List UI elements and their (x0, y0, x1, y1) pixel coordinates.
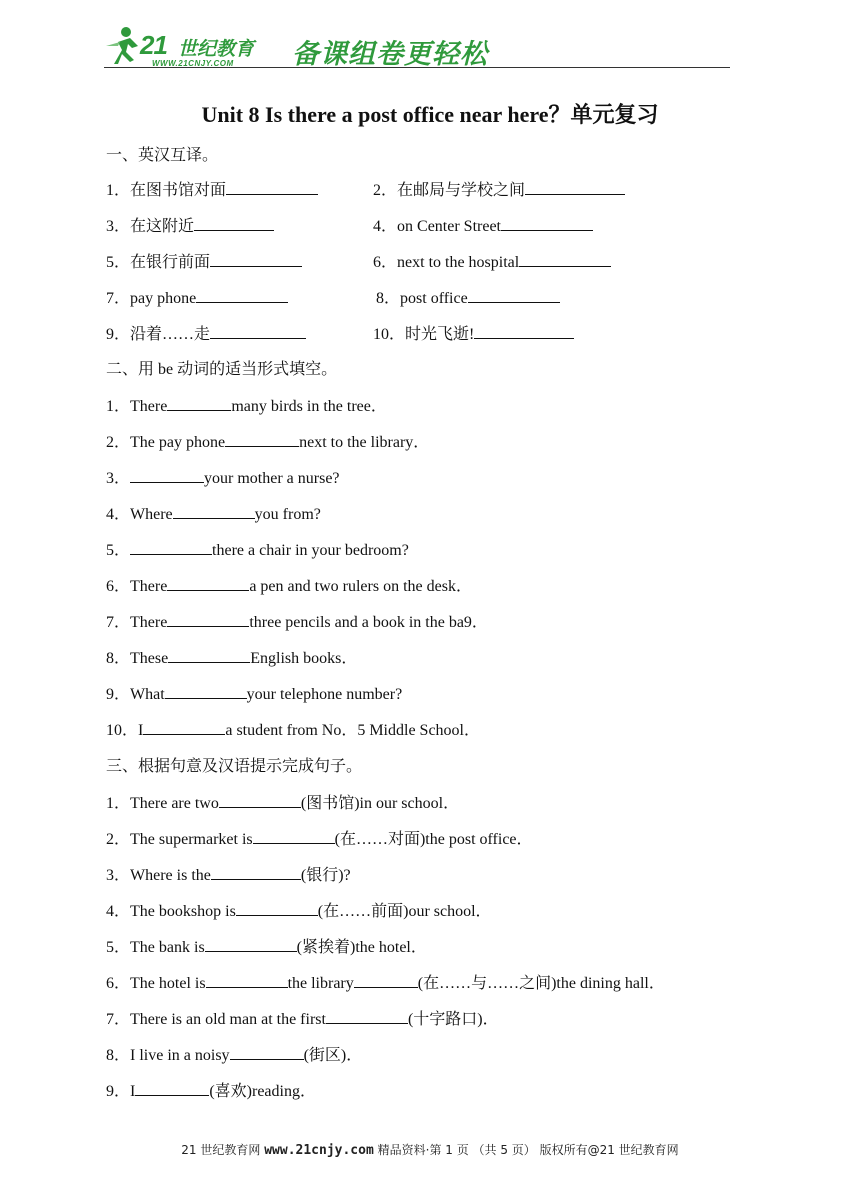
list-item (106, 648, 357, 669)
item-text: 沿着……走 (130, 326, 211, 343)
answer-blank[interactable] (205, 937, 297, 952)
answer-blank[interactable] (354, 973, 418, 988)
answer-blank[interactable] (167, 396, 231, 411)
list-item (106, 252, 302, 273)
item-number: 4． (106, 903, 131, 920)
item-number: 2． (106, 831, 131, 848)
item-text: (街区)． (303, 1047, 363, 1064)
item-text: 时光飞逝! (405, 326, 475, 343)
item-number: 8． (106, 1047, 131, 1064)
item-text: 在邮局与学校之间 (397, 182, 526, 199)
item-text: 在图书馆对面 (130, 182, 227, 199)
list-item (106, 324, 306, 345)
item-number: 8． (376, 290, 401, 307)
item-number: 7． (106, 290, 131, 307)
item-number: 6． (106, 578, 131, 595)
item-number: 2． (373, 182, 398, 199)
answer-blank[interactable] (219, 793, 301, 808)
item-number: 3． (106, 218, 131, 235)
item-number: 6． (106, 975, 131, 992)
list-item (373, 252, 611, 273)
item-text: The bank is (130, 939, 205, 956)
answer-blank[interactable] (165, 684, 247, 699)
header-divider (104, 67, 730, 68)
section-heading: 一、英汉互译。 (106, 147, 219, 164)
page-header (104, 22, 730, 72)
item-text: Where (130, 506, 173, 523)
item-text: next to the library． (299, 434, 430, 451)
list-item (106, 468, 340, 489)
item-text: English books． (250, 650, 358, 667)
answer-blank[interactable] (226, 180, 318, 195)
item-text: you from? (254, 506, 321, 523)
item-text: The hotel is (130, 975, 206, 992)
list-item (106, 793, 459, 814)
answer-blank[interactable] (130, 540, 212, 555)
item-number: 6． (373, 254, 398, 271)
answer-blank[interactable] (194, 216, 274, 231)
list-item (106, 288, 288, 309)
item-text: pay phone (130, 290, 197, 307)
item-number: 4． (373, 218, 398, 235)
item-number: 7． (106, 1011, 131, 1028)
item-text: 在这附近 (130, 218, 195, 235)
list-item (106, 1081, 316, 1102)
item-number: 5． (106, 542, 131, 559)
item-text: The supermarket is (130, 831, 253, 848)
item-text: on Center Street (397, 218, 501, 235)
item-number: 1． (106, 398, 131, 415)
item-text: a student from No．5 Middle School． (225, 722, 480, 739)
list-item (106, 865, 351, 886)
answer-blank[interactable] (210, 252, 302, 267)
item-text: a pen and two rulers on the desk． (249, 578, 472, 595)
answer-blank[interactable] (326, 1009, 408, 1024)
item-text: These (130, 650, 169, 667)
section-heading: 二、用 be 动词的适当形式填空。 (106, 361, 338, 378)
item-number: 9． (106, 1083, 131, 1100)
item-text: I (130, 1083, 136, 1100)
item-text: What (130, 686, 165, 703)
answer-blank[interactable] (468, 288, 560, 303)
item-text: 在银行前面 (130, 254, 211, 271)
item-text: many birds in the tree． (231, 398, 387, 415)
answer-blank[interactable] (167, 612, 249, 627)
list-item (106, 901, 492, 922)
item-text: (在……与……之间)the dining hall． (417, 975, 665, 992)
answer-blank[interactable] (525, 180, 625, 195)
header-slogan: 备课组卷更轻松 (292, 39, 488, 70)
list-item (106, 973, 665, 994)
answer-blank[interactable] (206, 973, 288, 988)
item-text: I (138, 722, 144, 739)
item-text: There is an old man at the first (130, 1011, 326, 1028)
list-item (373, 180, 625, 201)
answer-blank[interactable] (210, 324, 306, 339)
item-text: There (130, 614, 168, 631)
item-number: 5． (106, 254, 131, 271)
item-number: 9． (106, 326, 131, 343)
item-number: 8． (106, 650, 131, 667)
item-text: (在……对面)the post office． (334, 831, 533, 848)
item-text: (紧挨着)the hotel． (296, 939, 427, 956)
list-item (373, 324, 574, 345)
answer-blank[interactable] (253, 829, 335, 844)
item-text: The bookshop is (130, 903, 236, 920)
item-number: 7． (106, 614, 131, 631)
answer-blank[interactable] (196, 288, 288, 303)
list-item (376, 288, 560, 309)
item-text: your mother a nurse? (204, 470, 340, 487)
answer-blank[interactable] (167, 576, 249, 591)
answer-blank[interactable] (211, 865, 301, 880)
item-number: 4． (106, 506, 131, 523)
item-text: three pencils and a book in the ba9． (249, 614, 488, 631)
list-item (106, 1009, 499, 1030)
list-item (106, 612, 488, 633)
item-number: 10． (106, 722, 139, 739)
footer-url-link[interactable]: www.21cnjy.com (264, 1143, 374, 1158)
item-text: (十字路口)． (407, 1011, 499, 1028)
section-heading: 三、根据句意及汉语提示完成句子。 (106, 758, 363, 775)
logo-url: WWW.21CNJY.COM (152, 59, 234, 68)
list-item (373, 216, 593, 237)
item-text: There (130, 578, 168, 595)
answer-blank[interactable] (143, 720, 225, 735)
item-text: I live in a noisy (130, 1047, 230, 1064)
item-text: The pay phone (130, 434, 226, 451)
answer-blank[interactable] (230, 1045, 304, 1060)
list-item (106, 540, 409, 561)
list-item (106, 576, 472, 597)
list-item (106, 180, 318, 201)
item-text: your telephone number? (246, 686, 403, 703)
item-text: next to the hospital (397, 254, 520, 271)
item-number: 3． (106, 470, 131, 487)
item-text: (银行)? (300, 867, 351, 884)
list-item (106, 504, 321, 525)
logo-brand-text: 世纪教育 (178, 38, 255, 60)
list-item (106, 684, 402, 705)
item-number: 1． (106, 182, 131, 199)
item-number: 1． (106, 795, 131, 812)
list-item (106, 216, 274, 237)
answer-blank[interactable] (168, 648, 250, 663)
item-text: there a chair in your bedroom? (212, 542, 409, 559)
item-text: There are two (130, 795, 219, 812)
item-text: post office (400, 290, 468, 307)
list-item (106, 396, 387, 417)
item-text: the library (287, 975, 354, 992)
item-number: 10． (373, 326, 406, 343)
list-item (106, 829, 533, 850)
list-item (106, 1045, 362, 1066)
answer-blank[interactable] (130, 468, 204, 483)
answer-blank[interactable] (236, 901, 318, 916)
item-text: (图书馆)in our school． (300, 795, 460, 812)
list-item (106, 720, 480, 741)
page-title: Unit 8 Is there a post office near here？单元复习 (201, 102, 659, 127)
item-number: 9． (106, 686, 131, 703)
item-number: 5． (106, 939, 131, 956)
answer-blank[interactable] (225, 432, 299, 447)
footer-info: 精品资料·第 1 页 （共 5 页） 版权所有@21 世纪教育网 (377, 1143, 679, 1157)
answer-blank[interactable] (135, 1081, 209, 1096)
list-item (106, 937, 427, 958)
footer-site: 21 世纪教育网 (181, 1143, 261, 1157)
list-item (106, 432, 429, 453)
answer-blank[interactable] (519, 252, 611, 267)
page-footer (0, 1141, 860, 1158)
answer-blank[interactable] (474, 324, 574, 339)
item-number: 3． (106, 867, 131, 884)
answer-blank[interactable] (501, 216, 593, 231)
logo-number: 21 (140, 30, 167, 60)
item-text: There (130, 398, 168, 415)
item-number: 2． (106, 434, 131, 451)
answer-blank[interactable] (173, 504, 255, 519)
item-text: (喜欢)reading． (209, 1083, 316, 1100)
item-text: (在……前面)our school． (317, 903, 492, 920)
item-text: Where is the (130, 867, 211, 884)
